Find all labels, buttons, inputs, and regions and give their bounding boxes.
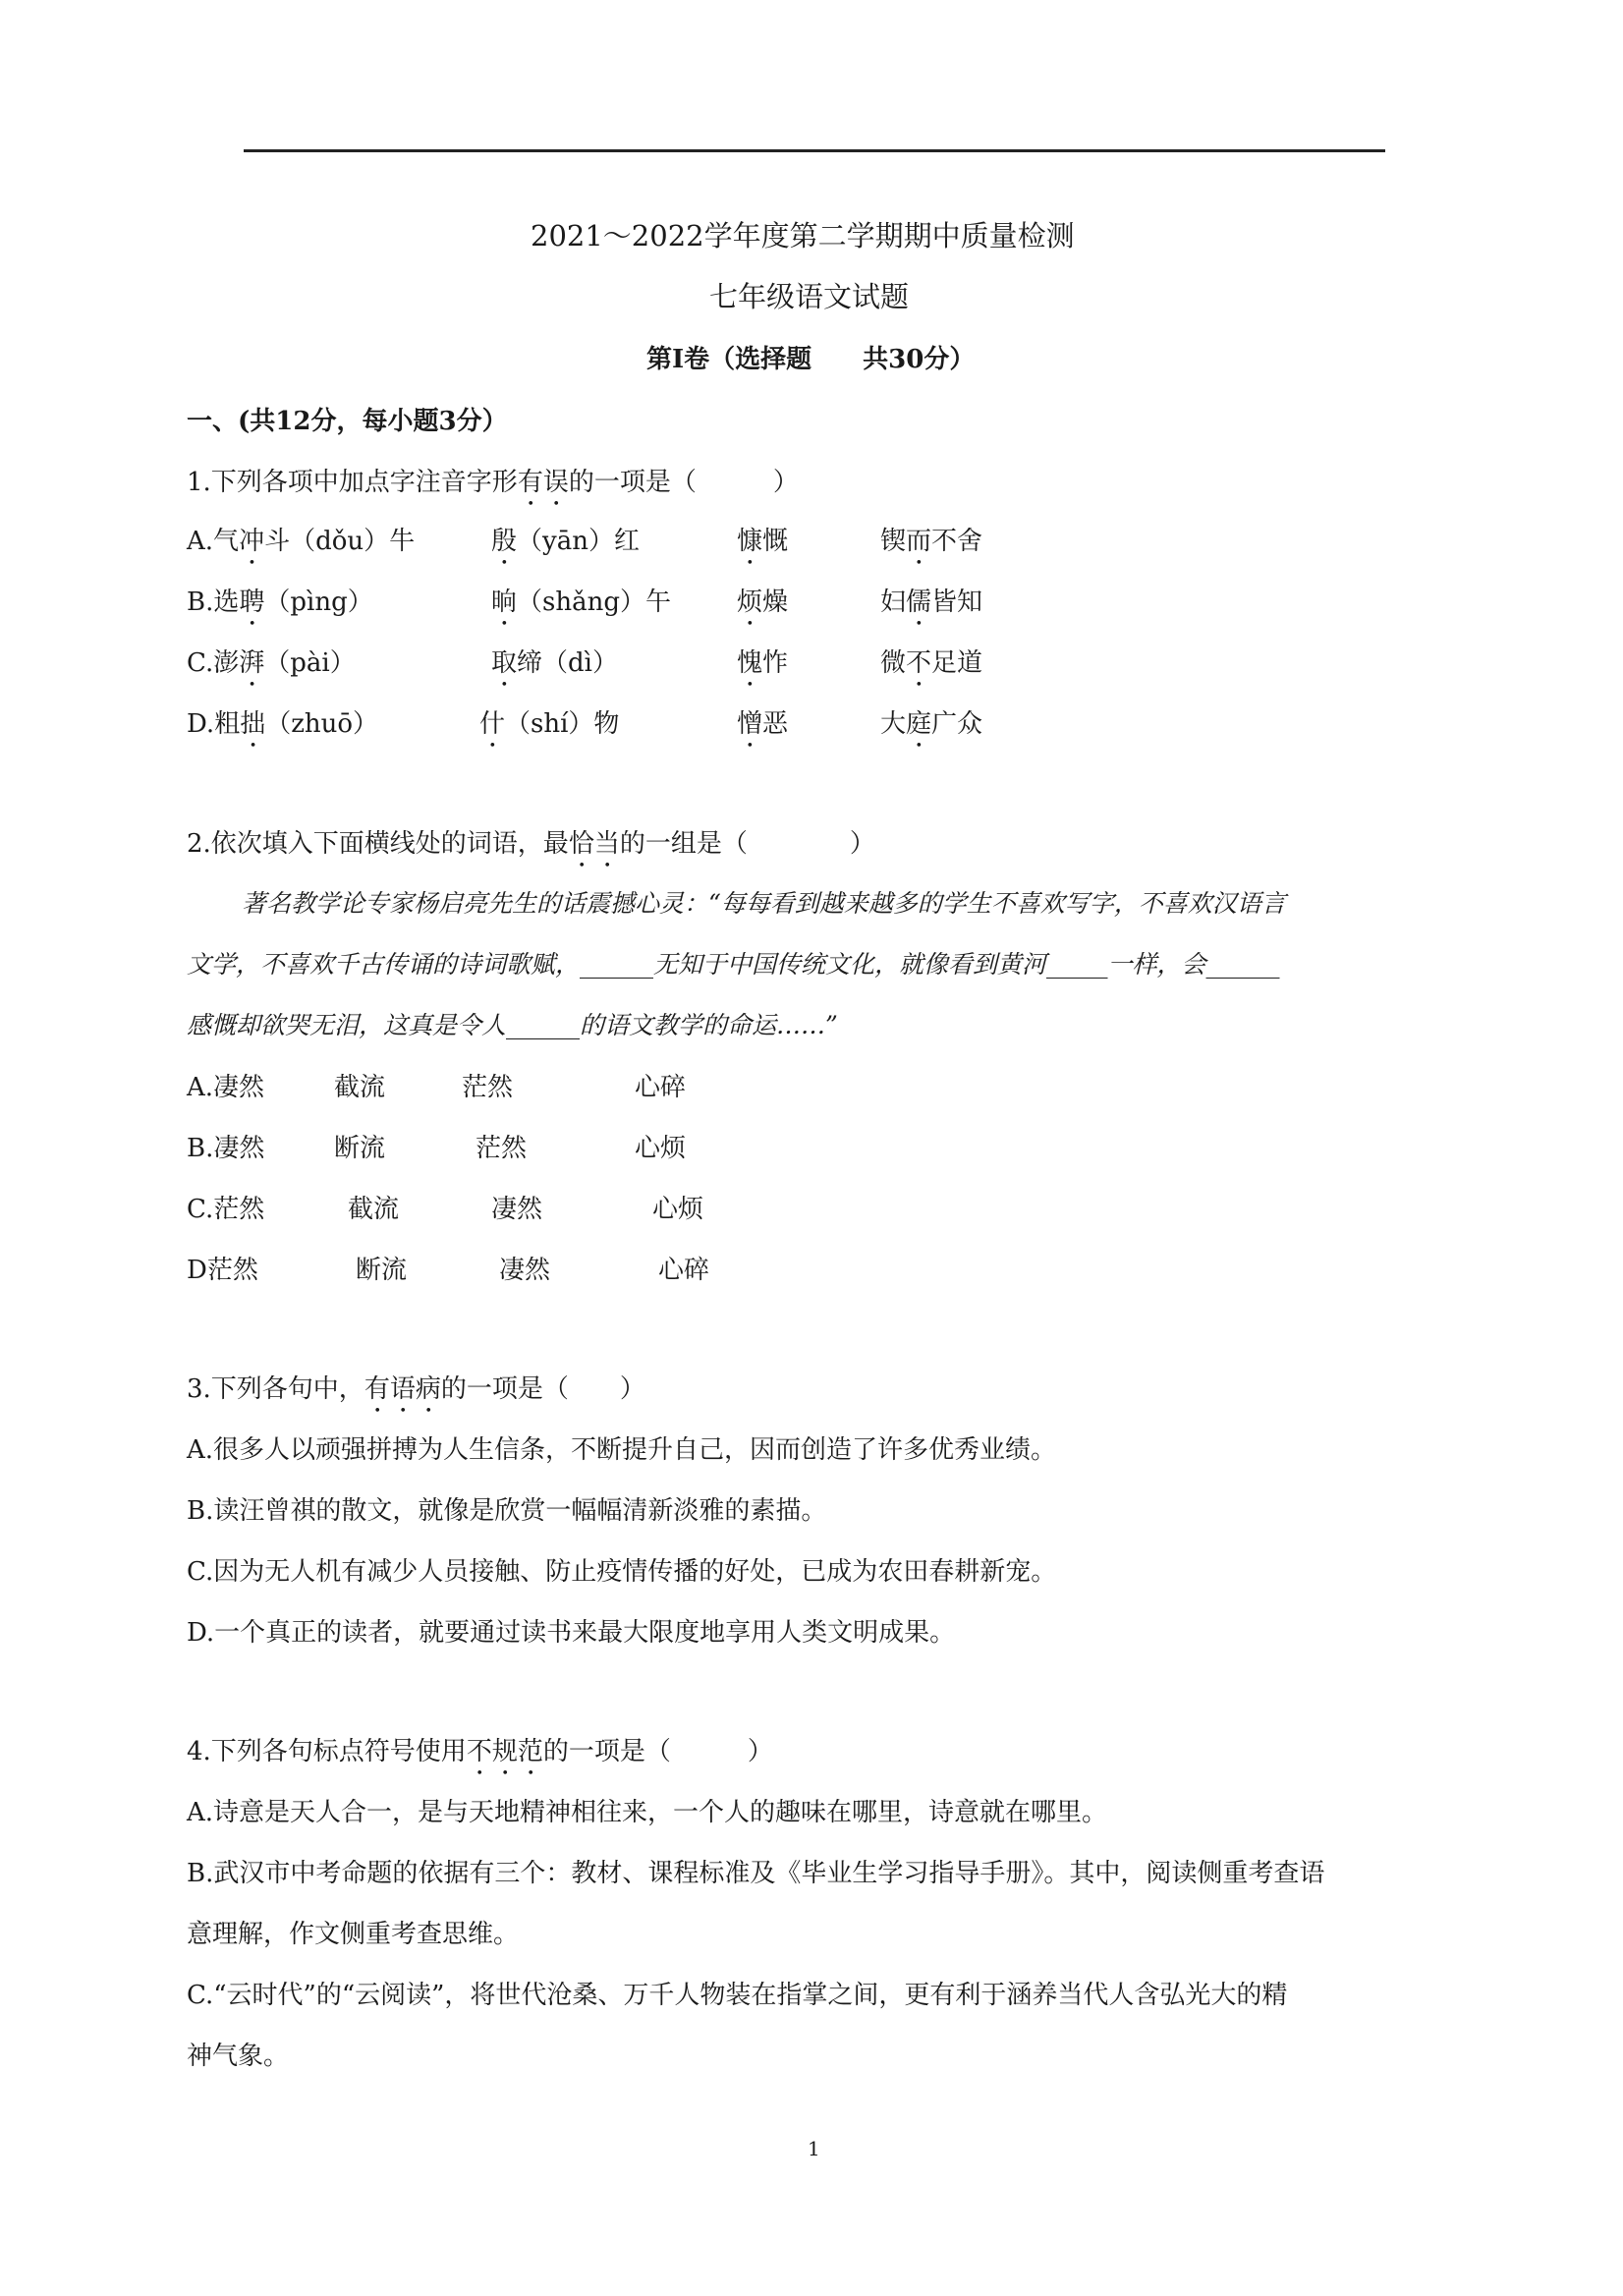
q3-option-b: B.读汪曾祺的散文，就像是欣赏一幅幅清新淡雅的素描。 xyxy=(187,1496,827,1526)
option-word: 凄然 xyxy=(499,1256,551,1285)
option-word: 截流 xyxy=(334,1073,386,1102)
q4-stem-dotted: 不规范 xyxy=(466,1737,543,1766)
word-part: 不舍 xyxy=(931,527,983,556)
option-word: 心碎 xyxy=(658,1256,710,1285)
word-part: 广众 xyxy=(931,709,983,739)
dotted-char: 湃 xyxy=(239,648,265,678)
q3-stem-post: 的一项是（ ） xyxy=(440,1374,645,1404)
dotted-char: 愧 xyxy=(737,648,763,678)
word-part: （pìng） xyxy=(264,588,373,617)
q4-stem-pre: 4.下列各句标点符号使用 xyxy=(187,1737,467,1766)
q3-option-d: D.一个真正的读者，就要通过读书来最大限度地享用人类文明成果。 xyxy=(187,1618,956,1648)
option-label: B. xyxy=(187,588,214,617)
word-part: 锲 xyxy=(880,527,907,556)
option-word: 茫然 xyxy=(206,1256,258,1285)
dotted-char: 而 xyxy=(906,527,932,556)
q4-option-c-line-2: 神气象。 xyxy=(187,2042,290,2071)
q3-stem-pre: 3.下列各句中， xyxy=(187,1374,364,1404)
word-part: （shǎng）午 xyxy=(517,588,671,617)
word-part: 粗 xyxy=(214,709,241,739)
option-label: D. xyxy=(187,709,215,739)
q1-stem xyxy=(187,462,799,512)
q4-option-b-line-2: 意理解，作文侧重考查思维。 xyxy=(187,1920,520,1949)
word-part: 妇 xyxy=(880,588,907,617)
dotted-char: 庭 xyxy=(906,709,932,739)
option-word: 茫然 xyxy=(462,1073,514,1102)
option-word: 凄然 xyxy=(491,1195,543,1224)
word-part: 大 xyxy=(880,709,907,739)
q2-stem xyxy=(187,823,875,873)
option-label: C. xyxy=(187,648,214,678)
q2-stem-post: 的一组是（ ） xyxy=(619,829,875,859)
dotted-char: 憎 xyxy=(737,709,763,739)
word-part: 气 xyxy=(213,527,240,556)
q2-passage-line-1: 著名教学论专家杨启亮先生的话震撼心灵：“每每看到越来越多的学生不喜欢写字，不喜欢汉语言 xyxy=(242,889,1286,918)
option-label: A. xyxy=(187,527,214,556)
option-word: 心烦 xyxy=(652,1195,704,1224)
dotted-char: 殷 xyxy=(491,527,518,556)
dotted-char: 慷 xyxy=(737,527,763,556)
word-part: 皆知 xyxy=(931,588,983,617)
option-word: 茫然 xyxy=(476,1134,528,1163)
dotted-char: 取 xyxy=(491,648,518,678)
q3-stem-dotted: 有语病 xyxy=(364,1374,441,1404)
word-part: 斗（dǒu）牛 xyxy=(264,527,416,556)
word-part: 恶 xyxy=(762,709,789,739)
option-word: 断流 xyxy=(334,1134,386,1163)
q1-stem-post: 的一项是（ ） xyxy=(568,468,799,497)
option-word: 凄然 xyxy=(213,1134,265,1163)
dotted-char: 儒 xyxy=(906,588,932,617)
q2-stem-dotted: 恰当 xyxy=(568,829,620,859)
dotted-char: 烦 xyxy=(737,588,763,617)
word-part: 缔（dì） xyxy=(517,648,618,678)
word-part: （zhuō） xyxy=(265,709,379,739)
q4-stem-post: 的一项是（ ） xyxy=(542,1737,773,1766)
q2-passage-line-2: 文学，不喜欢千古传诵的诗词歌赋，______无知于中国传统文化，就像看到黄河_____一样，会______ xyxy=(187,950,1280,979)
q4-option-c-line-1: C.“云时代”的“云阅读”，将世代沧桑、万千人物装在指掌之间，更有利于涵养当代人含弘光大的精 xyxy=(187,1981,1288,2010)
option-word: 截流 xyxy=(348,1195,400,1224)
option-label: A. xyxy=(187,1073,214,1102)
option-word: 心烦 xyxy=(635,1134,687,1163)
option-label: C. xyxy=(187,1195,214,1224)
exam-title: 2021～2022学年度第二学期期中质量检测 xyxy=(531,219,1075,252)
word-part: 选 xyxy=(213,588,240,617)
word-part: 足道 xyxy=(931,648,983,678)
word-part: 澎 xyxy=(213,648,240,678)
q3-stem xyxy=(187,1369,645,1419)
q2-stem-pre: 2.依次填入下面横线处的词语，最 xyxy=(187,829,569,859)
word-part: 微 xyxy=(880,648,907,678)
dotted-char: 聘 xyxy=(239,588,265,617)
word-part: 怍 xyxy=(762,648,789,678)
option-word: 心碎 xyxy=(635,1073,687,1102)
dotted-char: 冲 xyxy=(239,527,265,556)
option-word: 茫然 xyxy=(213,1195,265,1224)
q4-stem xyxy=(187,1731,773,1781)
dotted-char: 什 xyxy=(479,709,506,739)
word-part: 燥 xyxy=(762,588,789,617)
word-part: （yān）红 xyxy=(517,527,640,556)
dotted-char: 晌 xyxy=(491,588,518,617)
q1-stem-dotted: 有误 xyxy=(517,468,569,497)
q4-option-b-line-1: B.武汉市中考命题的依据有三个：教材、课程标准及《毕业生学习指导手册》。其中，阅读侧重考查语 xyxy=(187,1859,1325,1888)
exam-subtitle: 七年级语文试题 xyxy=(709,280,910,313)
word-part: （shí）物 xyxy=(505,709,620,739)
header-rule xyxy=(244,149,1385,152)
option-word: 断流 xyxy=(356,1256,408,1285)
q1-stem-pre: 1.下列各项中加点字注音字形 xyxy=(187,468,518,497)
part-heading: 一、(共12分，每小题3分） xyxy=(187,407,508,436)
word-part: 慨 xyxy=(762,527,789,556)
q2-passage-line-3: 感慨却欲哭无泪，这真是令人______的语文教学的命运……” xyxy=(187,1011,838,1039)
dotted-char: 不 xyxy=(906,648,932,678)
page-number: 1 xyxy=(808,2137,820,2160)
option-label: D xyxy=(187,1256,207,1285)
section-heading: 第Ⅰ卷（选择题 共30分） xyxy=(646,345,976,374)
q3-option-c: C.因为无人机有减少人员接触、防止疫情传播的好处，已成为农田春耕新宠。 xyxy=(187,1557,1057,1587)
q3-option-a: A.很多人以顽强拼搏为人生信条，不断提升自己，因而创造了许多优秀业绩。 xyxy=(187,1435,1057,1465)
option-label: B. xyxy=(187,1134,214,1163)
dotted-char: 拙 xyxy=(240,709,266,739)
word-part: （pài） xyxy=(264,648,356,678)
option-word: 凄然 xyxy=(213,1073,265,1102)
q4-option-a: A.诗意是天人合一，是与天地精神相往来，一个人的趣味在哪里，诗意就在哪里。 xyxy=(187,1798,1108,1827)
